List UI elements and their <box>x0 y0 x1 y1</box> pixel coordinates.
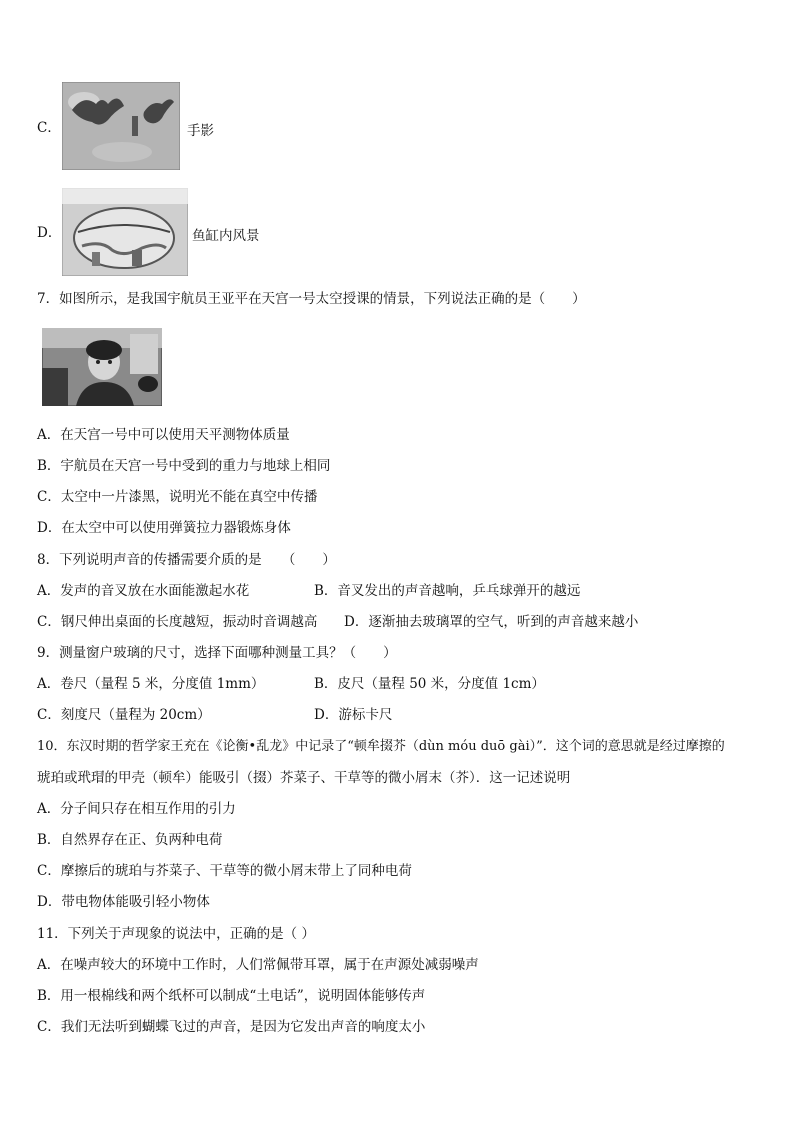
astronaut-photo <box>42 328 162 406</box>
q11-stem: 11．下列关于声现象的说法中，正确的是（ ） <box>37 926 315 942</box>
q9-option-d: D．游标卡尺 <box>314 707 393 723</box>
q11-option-c: C．我们无法听到蝴蝶飞过的声音，是因为它发出声音的响度太小 <box>37 1019 426 1035</box>
q6-option-d-letter: D． <box>37 225 62 241</box>
q8-stem: 8．下列说明声音的传播需要介质的是 （ ） <box>37 552 336 568</box>
q7-option-a: A．在天宫一号中可以使用天平测物体质量 <box>37 427 290 443</box>
q9-option-b: B．皮尺（量程 50 米，分度值 1cm） <box>314 676 545 692</box>
q7-option-c: C．太空中一片漆黑，说明光不能在真空中传播 <box>37 489 318 505</box>
q8-option-c: C．钢尺伸出桌面的长度越短，振动时音调越高 <box>37 614 318 630</box>
q10-stem-line2: 琥珀或玳瑁的甲壳（顿牟）能吸引（掇）芥菜子、干草等的微小屑末（芥）．这一记述说明 <box>37 770 571 786</box>
q9-option-a: A．卷尺（量程 5 米，分度值 1mm） <box>37 676 265 692</box>
q10-stem-line1: 10．东汉时期的哲学家王充在《论衡•乱龙》中记录了“顿牟掇芥（dùn móu duō gài）”．这个词的意思就是经过摩擦的 <box>37 739 725 754</box>
q6-option-c-letter: C． <box>37 120 61 136</box>
q11-option-b: B．用一根棉线和两个纸杯可以制成“土电话”，说明固体能够传声 <box>37 988 426 1004</box>
q9-stem: 9．测量窗户玻璃的尺寸，选择下面哪种测量工具？（ ） <box>37 645 397 661</box>
q10-option-a: A．分子间只存在相互作用的引力 <box>37 801 236 817</box>
fishbowl-image <box>62 188 188 276</box>
q10-option-c: C．摩擦后的琥珀与芥菜子、干草等的微小屑末带上了同种电荷 <box>37 863 412 879</box>
hand-shadow-image <box>62 82 180 170</box>
q7-option-b: B．宇航员在天宫一号中受到的重力与地球上相同 <box>37 458 331 474</box>
q10-option-b: B．自然界存在正、负两种电荷 <box>37 832 223 848</box>
q8-option-b: B．音叉发出的声音越响，乒乓球弹开的越远 <box>314 583 581 599</box>
q7-stem: 7．如图所示，是我国宇航员王亚平在天宫一号太空授课的情景，下列说法正确的是（ ） <box>37 291 586 307</box>
q6-option-c-caption: 手影 <box>187 123 214 139</box>
q11-option-a: A．在噪声较大的环境中工作时，人们常佩带耳罩，属于在声源处减弱噪声 <box>37 957 479 973</box>
q6-option-d-caption: 鱼缸内风景 <box>192 228 260 244</box>
q8-option-a: A．发声的音叉放在水面能激起水花 <box>37 583 250 599</box>
q8-option-d: D．逐渐抽去玻璃罩的空气，听到的声音越来越小 <box>344 614 639 630</box>
q7-option-d: D．在太空中可以使用弹簧拉力器锻炼身体 <box>37 520 291 536</box>
q10-option-d: D．带电物体能吸引轻小物体 <box>37 894 210 910</box>
q9-option-c: C．刻度尺（量程为 20cm） <box>37 707 211 723</box>
